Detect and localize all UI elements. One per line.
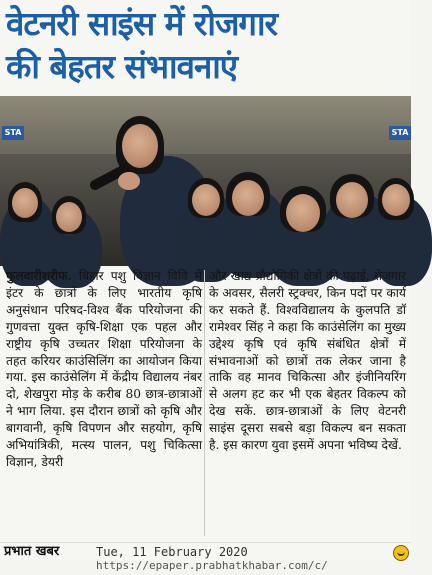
student-face	[232, 180, 264, 216]
newspaper-logo: प्रभात खबर	[4, 544, 60, 559]
epaper-url: https://epaper.prabhatkhabar.com/c/	[96, 559, 328, 572]
speaker-face	[122, 124, 158, 168]
clipping-footer	[0, 542, 411, 572]
student-face	[286, 194, 320, 232]
smiley-icon	[393, 545, 409, 561]
stage-sign-left: STA	[2, 126, 24, 140]
article-dateline: फुलवारीशरीफ.	[6, 269, 72, 283]
article-body	[0, 266, 411, 542]
student-face	[382, 184, 410, 216]
article-column-left	[6, 268, 202, 471]
article-headline	[0, 0, 411, 88]
stage-sign-right: STA	[389, 126, 411, 140]
article-left-text: बिहार पशु विज्ञान विवि में इंटर के छात्रों के लिए भारतीय कृषि अनुसंधान परिषद-विश्व बैंक परियोजना की गुणवत्ता युक्त कृषि-शिक्षा एक पहल और राष्ट्रीय कृषि उच्चतर शिक्षा परियोजना के तहत करियर काउंसिलिंग का आयोजन किया गया. इस काउंसेलिंग में केंद्रीय विद्यालय नंबर दो, शेखपुरा मोड़ के करीब 80 छात्र-छात्राओं ने भाग लिया. इस दौरान छात्रों को कृषि और बागवानी, कृषि विपणन और सहयोग, कृषि अभियांत्रिकी, मत्स्य पालन, पशु चिकित्सा विज्ञान, डेयरी	[6, 269, 202, 469]
column-divider	[204, 270, 205, 536]
article-photo	[0, 96, 411, 266]
article-right-text: और खाद्य प्रौद्योगिकी क्षेत्रों की पढ़ाई, रोजगार के अवसर, सैलरी स्ट्रक्चर, किन पदों पर कार्य कर सकते हैं. विश्वविद्यालय के कुलपति डॉ रामेश्वर सिंह ने कहा कि काउंसेलिंग का मुख्य उद्देश्य कृषि एवं कृषि संबंधित क्षेत्रों में संभावनाओं को छात्रों तक लेकर जाना है ताकि वह मानव चिकित्सा और इंजीनियरिंग से अलग हट कर भी एक बेहतर विकल्प को देख सकें. छात्र-छात्राओं के लिए वेटनरी साइंस दूसरा सबसे बड़ा विकल्प बन सकता है. इस कारण युवा इसमें अपना भविष्य देखें.	[209, 269, 406, 453]
publication-date: Tue, 11 February 2020	[96, 545, 248, 559]
headline-line-2: की बेहतर संभावनाएं	[6, 47, 238, 86]
article-column-right	[209, 268, 406, 454]
headline-line-1: वेटनरी साइंस में रोजगार	[6, 4, 278, 43]
photo-background-wall	[0, 96, 411, 154]
student-face	[56, 202, 82, 232]
student-face	[336, 182, 368, 218]
student-face	[12, 188, 38, 218]
speaker-hand	[118, 172, 140, 190]
student-face	[192, 184, 220, 216]
